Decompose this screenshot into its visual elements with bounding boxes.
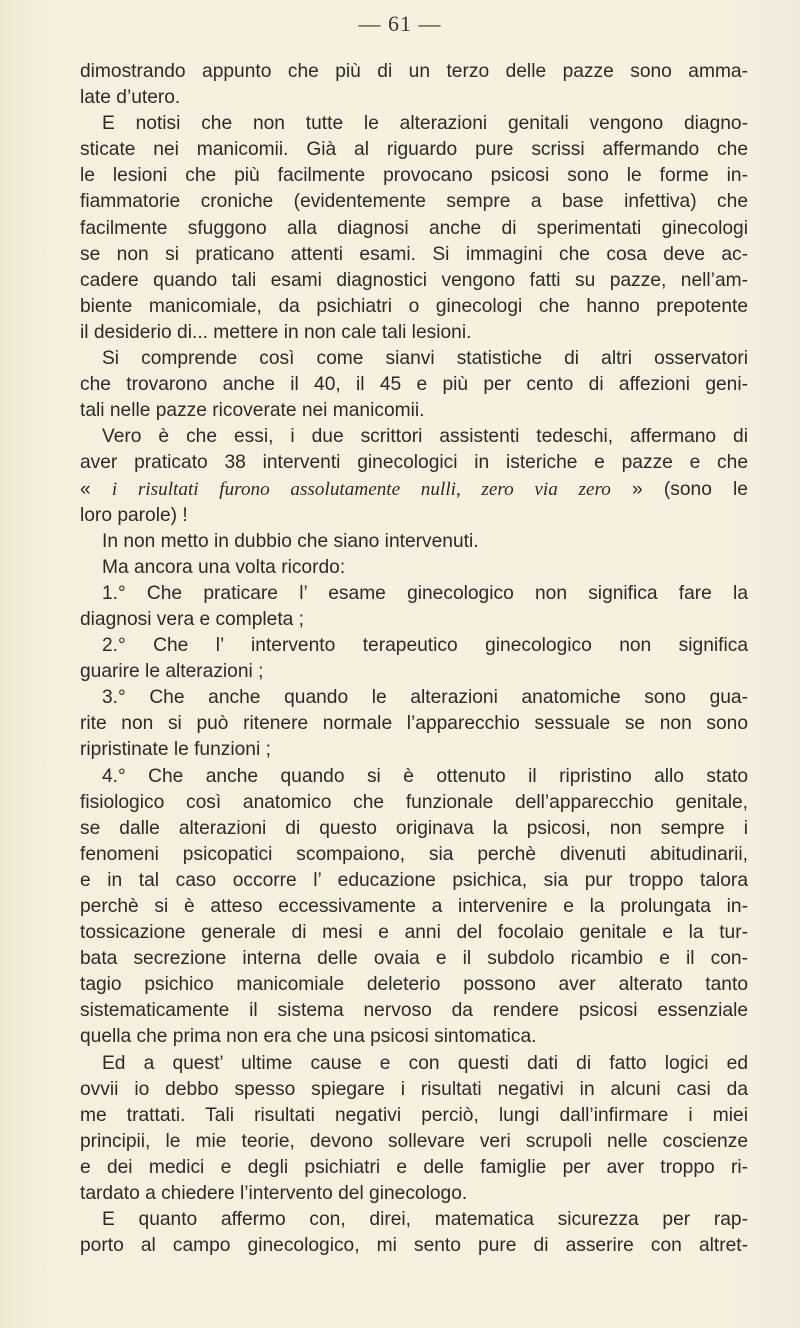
text-line: diagnosi vera e completa ; <box>80 608 304 630</box>
text-line: E notisi che non tutte le alterazioni genitali vengono diagno- <box>102 113 748 135</box>
text-line: In non metto in dubbio che siano intervenuti. <box>102 530 479 552</box>
text-line: sistematicamente il sistema nervoso da rendere psicosi essenziale <box>80 1000 748 1022</box>
text-line: Vero è che essi, i due scrittori assistenti tedeschi, affermano di <box>102 426 748 448</box>
text-line: E quanto affermo con, direi, matematica sicurezza per rap- <box>102 1209 748 1231</box>
text-line: fenomeni psicopatici scompaiono, sia perchè divenuti abitudinarii, <box>80 843 748 865</box>
text-line: cadere quando tali esami diagnostici vengono fatti su pazze, nell’am- <box>80 269 748 291</box>
text-line: rite non si può ritenere normale l’apparecchio sessuale se non sono <box>80 713 748 735</box>
text-line: che trovarono anche il 40, il 45 e più per cento di affezioni geni- <box>80 374 748 396</box>
text-line: 2.° Che l’ intervento terapeutico ginecologico non significa <box>102 635 748 657</box>
text-line: le lesioni che più facilmente provocano psicosi sono le forme in- <box>80 165 748 187</box>
body-text <box>80 59 748 1259</box>
page-number: — 61 — <box>358 11 442 36</box>
text-line: aver praticato 38 interventi ginecologici in isteriche e pazze e che <box>80 452 748 474</box>
text-line <box>80 477 748 503</box>
text-line: e dei medici e degli psichiatri e delle famiglie per aver troppo ri- <box>80 1156 748 1178</box>
text-line: biente manicomiale, da psichiatri o ginecologi che hanno prepotente <box>80 295 748 317</box>
text-line: se dalle alterazioni di questo originava la psicosi, non sempre i <box>80 817 748 839</box>
text-line: perchè si è atteso eccessivamente a intervenire e la prolungata in- <box>80 896 748 917</box>
text-line: Ed a quest’ ultime cause e con questi dati di fatto logici ed <box>102 1052 748 1074</box>
text-line: tali nelle pazze ricoverate nei manicomii. <box>80 400 425 422</box>
text-line: late d’utero. <box>80 87 181 109</box>
text-line: facilmente sfuggono alla diagnosi anche di sperimentati ginecologi <box>80 217 748 239</box>
text-line: Ma ancora una volta ricordo: <box>102 556 346 578</box>
text-line: porto al campo ginecologico, mi sento pure di asserire con altret- <box>80 1235 748 1257</box>
text-segment: » (sono le <box>610 478 748 500</box>
text-line: il desiderio di... mettere in non cale tali lesioni. <box>80 321 472 343</box>
text-line: tagio psichico manicomiale deleterio possono aver alterato tanto <box>80 974 748 996</box>
text-line: quella che prima non era che una psicosi sintomatica. <box>80 1026 537 1048</box>
text-line: 1.° Che praticare l’ esame ginecologico non significa fare la <box>102 582 748 604</box>
text-line: Si comprende così come sianvi statistiche di altri osservatori <box>102 348 748 370</box>
text-line: principii, le mie teorie, devono sollevare veri scrupoli nelle coscienze <box>80 1130 748 1152</box>
text-line: bata secrezione interna delle ovaia e il subdolo ricambio e il con- <box>80 948 748 970</box>
text-line: guarire le alterazioni ; <box>80 661 264 683</box>
text-line: se non si praticano attenti esami. Si immagini che cosa deve ac- <box>80 243 748 265</box>
text-line: me trattati. Tali risultati negativi perciò, lungi dall’infirmare i miei <box>80 1104 748 1126</box>
text-line: loro parole) ! <box>80 504 188 526</box>
text-line: fisiologico così anatomico che funzionale dell’apparecchio genitale, <box>80 791 748 813</box>
text-line: sticate nei manicomii. Già al riguardo pure scrissi affermando che <box>80 139 748 161</box>
text-line: ripristinate le funzioni ; <box>80 739 271 761</box>
text-line: tossicazione generale di mesi e anni del focolaio genitale e la tur- <box>80 922 748 944</box>
text-line: fiammatorie croniche (evidentemente sempre a base infettiva) che <box>80 191 748 213</box>
text-line: 3.° Che anche quando le alterazioni anatomiche sono gua- <box>102 687 748 709</box>
text-segment: « <box>80 478 112 500</box>
text-line: dimostrando appunto che più di un terzo delle pazze sono amma- <box>80 61 748 82</box>
text-line: e in tal caso occorre l’ educazione psichica, sia pur troppo talora <box>80 869 748 891</box>
text-line: tardato a chiedere l’intervento del ginecologo. <box>80 1183 468 1205</box>
italic-quote: i risultati furono assolutamente nulli, zero via zero <box>111 478 611 500</box>
text-line: ovvii io debbo spesso spiegare i risultati negativi in alcuni casi da <box>80 1078 748 1100</box>
text-line: 4.° Che anche quando si è ottenuto il ripristino allo stato <box>102 765 748 787</box>
